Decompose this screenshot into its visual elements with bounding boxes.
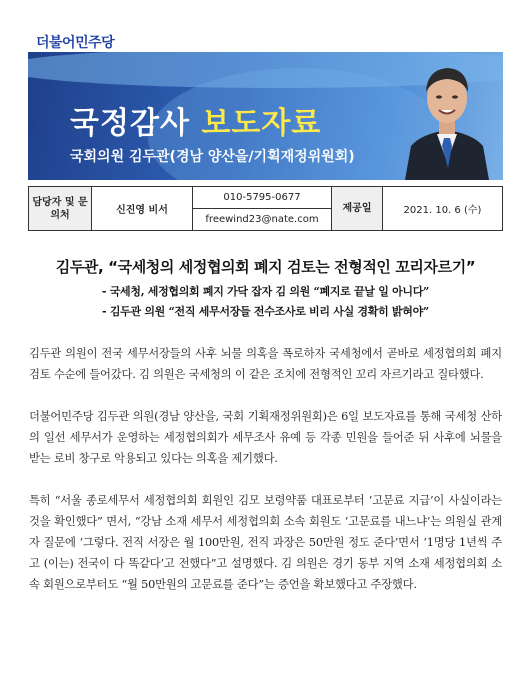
banner-subtitle: 국회의원 김두관(경남 양산을/기획재정위원회) — [70, 149, 355, 165]
contact-details — [193, 187, 332, 231]
subheadline-1: - 국세청, 세정협의회 폐지 가닥 잡자 김 의원 “폐지로 끝날 일 아니다” — [101, 285, 430, 298]
banner-title — [70, 98, 321, 142]
headline: 김두관, “국세청의 세정협의회 폐지 검토는 전형적인 꼬리자르기” — [55, 258, 476, 276]
banner-title-main: 국정감사 — [70, 106, 190, 141]
contact-email: freewind23@nate.com — [193, 208, 331, 230]
paragraph-2: 더불어민주당 김두관 의원(경남 양산을, 국회 기획재정위원회)은 6일 보도자료를 통해 국세청 산하의 일선 세무서가 운영하는 세정협의회가 세무조사 유예 등 각종 민원을 들어준 뒤 사후에 뇌물을 받는 로비 창구로 악용되고 있다는 의혹을 제기했다. — [29, 410, 502, 465]
subheadline-2: - 김두관 의원 “전직 세무서장들 전수조사로 비리 사실 경확히 밝혀야” — [102, 305, 429, 318]
party-logo: 더불어민주당 — [36, 34, 115, 50]
contact-table — [28, 186, 503, 231]
release-date: 2021. 10. 6 (수) — [383, 187, 503, 231]
date-label: 제공일 — [332, 187, 383, 231]
contact-phone: 010-5795-0677 — [223, 192, 301, 203]
banner-title-accent: 보도자료 — [201, 106, 322, 141]
lawmaker-portrait — [401, 50, 493, 180]
contact-name: 신진영 비서 — [92, 187, 193, 231]
press-release-banner — [28, 28, 503, 180]
paragraph-1: 김두관 의원이 전국 세무서장들의 사후 뇌물 의혹을 폭로하자 국세청에서 곧바로 세정협의회 폐지 검토 수순에 들어갔다. 김 의원은 국세청의 이 같은 조치에 전형적인 꼬리 자르기라고 질타했다. — [29, 347, 502, 381]
article-body — [29, 343, 502, 616]
party-strip — [28, 28, 503, 52]
contact-label: 담당자 및 문의처 — [29, 187, 92, 231]
paragraph-3: 특히 “서울 종로세무서 세정협의회 회원인 김모 보령약품 대표로부터 ‘고문료 지급’이 사실이라는 것을 확인했다” 면서, “강남 소재 세무서 세정협의회 소속 회원도 ‘고문료를 내느냐’는 의원실 관계자 질문에 ‘그렇다. 전직 서장은 월 100만원, 전직 과장은 50만원 정도 준다’면서 ‘1명당 1년씩 주고 (이는) 전국이 다 똑같다’고 전했다”고 설명했다. 김 의원은 경기 동부 지역 소재 세정협의회 소속 회원으로부터도 “월 50만원의 고문료를 준다”는 증언을 확보했다고 주장했다. — [29, 494, 502, 591]
